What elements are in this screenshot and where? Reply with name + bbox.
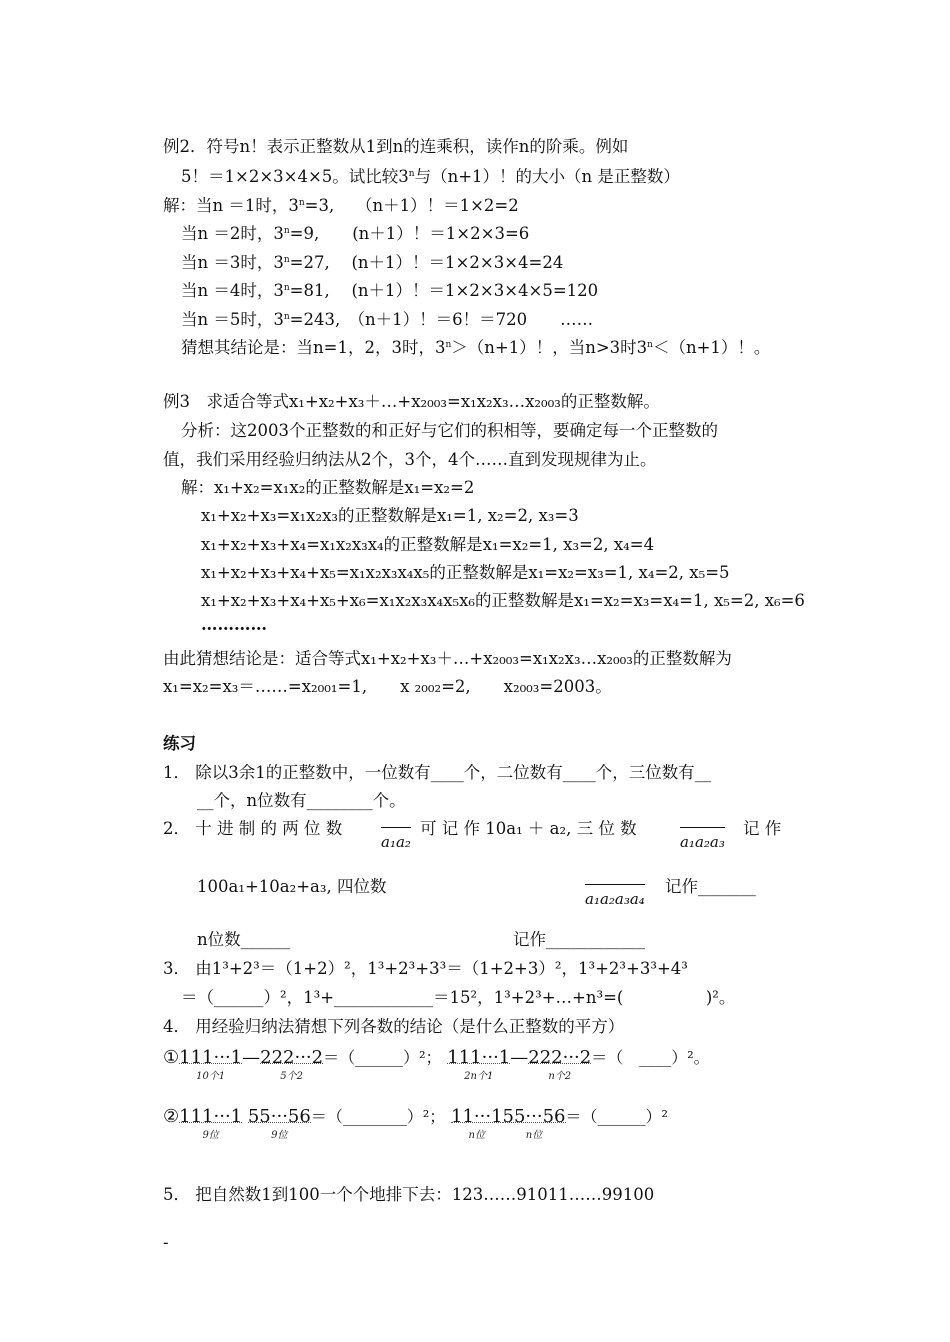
ex2-line8: 猜想其结论是：当n=1，2，3时，$3^n>(n+1)$！，当n>3时$3^n<(n+1)$！。: [181, 338, 771, 357]
ex3-analysis-1: 分析：这2003个正整数的和正好与它们的积相等，要确定每一个正整数的: [181, 421, 718, 440]
q2-line1c: 记 作: [743, 819, 782, 838]
q4-r2-fives-n: 55···56 n位: [502, 1106, 566, 1141]
q4-heading: 4． 用经验归纳法猜想下列各数的结论（是什么正整数的平方）: [163, 1017, 625, 1036]
q2-line2: 100a₁+10a₂+a₃, 四位数: [197, 877, 387, 896]
q2-line1b: 可 记 作 10a₁ ＋ a₂, 三 位 数: [420, 819, 637, 838]
ex3-solution-2: x₁+x₂+x₃=x₁x₂x₃的正整数解是x₁=1, x₂=2, x₃=3: [201, 506, 579, 525]
ex3-title: 例3 求适合等式x₁+x₂+x₃＋…+x₂₀₀₃=x₁x₂x₃…x₂₀₀₃的正整数解。: [163, 392, 660, 411]
ex2-line3: 解：当n ＝1时，$3^n=3$, （n＋1）！＝1×2=2: [163, 196, 519, 215]
ex2-line2: 5！＝1×2×3×4×5。试比较3$^n$与（n+1）！的大小（n 是正整数）: [181, 167, 680, 186]
ex2-line7: 当n ＝5时，$3^n=243$, （n＋1）！＝6！＝720 ……: [181, 310, 594, 329]
q4-row2: ②111···1 9位 55···56 9位 ＝（________）²； 11···1 n位 55···56 n位 ＝（______）²: [163, 1106, 668, 1141]
ex2-line6: 当n ＝4时，$3^n=81$, (n＋1）！＝1×2×3×4×5=120: [181, 281, 599, 300]
ex3-conclusion-2: x₁=x₂=x₃＝……=x₂₀₀₁=1, x ₂₀₀₂=2, x₂₀₀₃=2003。: [163, 677, 612, 696]
ex3-solution-3: x₁+x₂+x₃+x₄=x₁x₂x₃x₄的正整数解是x₁=x₂=1, x₃=2, x₄=4: [201, 535, 655, 554]
q2-line2-record: 记作_______: [665, 877, 756, 896]
q2-line3-n-digit: n位数______: [197, 930, 291, 949]
q4-r1-ones: 111···1 10个1: [179, 1047, 243, 1082]
q3-line1: 3． 由1³+2³＝（1+2）²，1³+2³+3³＝（1+2+3）²，1³+2³+3³+4³: [163, 959, 688, 978]
ex3-analysis-2: 值，我们采用经验归纳法从2个，3个，4个……直到发现规律为止。: [163, 450, 657, 469]
q4-row1: ①111···1 10个1 —222···2 5个2 ＝（______）²； 111···1 2n个1 —222···2 n个2 ＝（ ____）²。: [163, 1047, 710, 1082]
ex3-solution-5: x₁+x₂+x₃+x₄+x₅+x₆=x₁x₂x₃x₄x₅x₆的正整数解是x₁=x₂=x₃=x₄=1, x₅=2, x₆=6: [201, 591, 805, 610]
q3-line2: ＝（______）²，1³+____________＝15²，1³+2³+…+n³=( )²。: [181, 988, 736, 1007]
q4-r2-ones: 111···1 9位: [179, 1106, 243, 1141]
q1-line1: 1． 除以3余1的正整数中，一位数有____个，二位数有____个，三位数有__: [163, 763, 712, 782]
q4-r2-ones-n: 11···1 n位: [451, 1106, 503, 1141]
q2-four-digit-number: a₁a₂a₃a₄: [585, 890, 645, 908]
ex2-line1: 例2．符号n！表示正整数从1到n的连乘积，读作n的阶乘。例如: [163, 137, 629, 156]
footer-dash: -: [163, 1233, 169, 1252]
ex3-solution-1: 解：x₁+x₂=x₁x₂的正整数解是x₁=x₂=2: [181, 478, 475, 497]
ex3-solution-4: x₁+x₂+x₃+x₄+x₅=x₁x₂x₃x₄x₅的正整数解是x₁=x₂=x₃=1, x₄=2, x₅=5: [201, 563, 730, 582]
q2-line3-record: 记作____________: [513, 930, 645, 949]
practice-heading: 练习: [163, 734, 196, 753]
q4-r1-ones-2n: 111···1 2n个1: [447, 1047, 511, 1082]
q4-r1-twos: 222···2 5个2: [260, 1047, 324, 1082]
ex2-line4: 当n ＝2时，$3^n=9$, (n＋1）！＝1×2×3=6: [181, 224, 530, 243]
q2-three-digit-number: a₁a₂a₃: [680, 833, 725, 851]
q4-r1-twos-n: 222···2 n个2: [528, 1047, 592, 1082]
q1-line2: __个，n位数有________个。: [197, 791, 406, 810]
ex3-dots: …………: [201, 615, 267, 634]
q4-r2-fives: 55···56 9位: [247, 1106, 311, 1141]
ex2-line5: 当n ＝3时，$3^n=27$, (n＋1）！＝1×2×3×4=24: [181, 253, 564, 272]
q5-line: 5． 把自然数1到100一个个地排下去：123……91011……99100: [163, 1185, 655, 1204]
q2-line1a: 2． 十 进 制 的 两 位 数: [163, 819, 343, 838]
q2-two-digit-number: a₁a₂: [381, 833, 411, 851]
ex3-conclusion-1: 由此猜想结论是：适合等式x₁+x₂+x₃＋…+x₂₀₀₃=x₁x₂x₃…x₂₀₀₃的正整数解为: [163, 649, 732, 668]
